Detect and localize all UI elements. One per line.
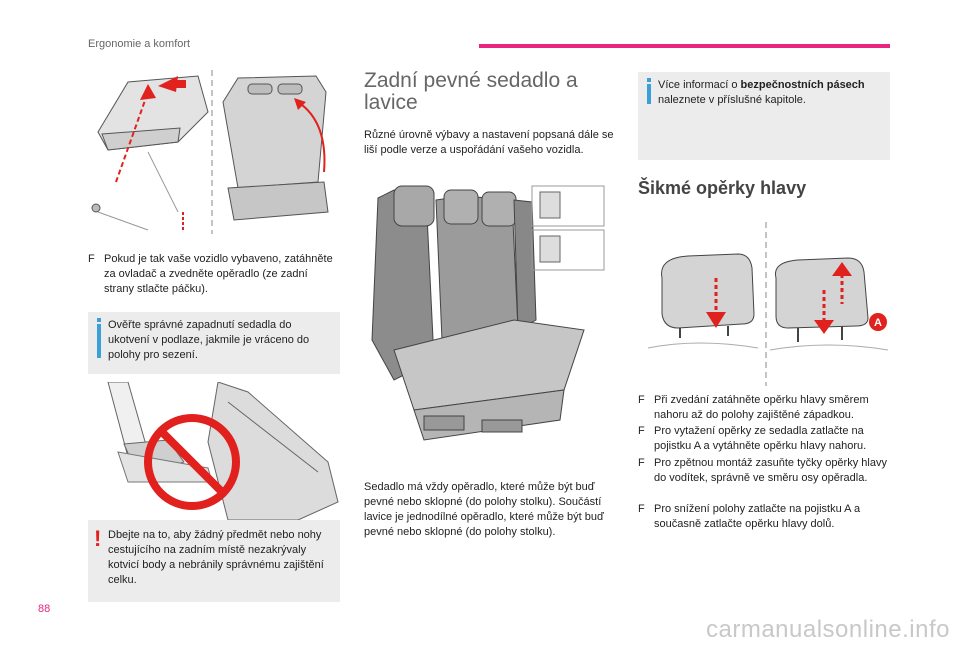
right-info-box [638, 72, 890, 160]
no-obstruction-illustration [88, 382, 340, 520]
bench-seat-illustration [364, 180, 616, 470]
left-warning-text: Dbejte na to, aby žádný předmět nebo nohy cestujícího na zadním místě nezakrývaly kotvicí body a nebránily správnému zajištění celku. [108, 529, 324, 586]
right-bullet-4 [638, 502, 892, 532]
left-bullet-text: Pokud je tak vaše vozidlo vybaveno, zatáhněte za ovladač a zvedněte opěradlo (ze zadní strany stlačte páčku). [104, 253, 333, 295]
right-info-text-post: naleznete v příslušné kapitole. [658, 94, 806, 106]
left-info-box [88, 312, 340, 374]
section-label: Ergonomie a komfort [88, 38, 191, 50]
info-icon [647, 84, 651, 104]
right-info-text [658, 78, 888, 108]
bullet-marker: F [638, 457, 645, 469]
right-bullet-1-text: Při zvedání zatáhněte opěrku hlavy směrem nahoru až do polohy zajištěné západkou. [654, 394, 869, 421]
middle-title: Zadní pevné sedadlo a lavice [364, 69, 578, 114]
right-bullet-3 [638, 456, 892, 486]
right-bullet-1 [638, 393, 892, 423]
bullet-marker: F [638, 425, 645, 437]
info-icon [97, 324, 101, 358]
bullet-marker: F [638, 503, 645, 515]
bullet-marker: F [638, 394, 645, 406]
middle-intro: Různé úrovně výbavy a nastavení popsaná dále se liší podle verze a uspořádání vašeho vozidla. [364, 129, 614, 156]
page-number: 88 [38, 603, 51, 615]
header-accent-bar [479, 44, 890, 48]
right-info-text-pre: Více informací o [658, 79, 741, 91]
info-icon-dot [97, 318, 101, 322]
right-bullet-4-text: Pro snížení polohy zatlačte na pojistku A a současně zatlačte opěrku hlavy dolů. [654, 503, 861, 530]
right-info-text-bold: bezpečnostních pásech [740, 79, 865, 91]
middle-body: Sedadlo má vždy opěradlo, které může být buď pevné nebo sklopné (do polohy stolku). Součástí lavice je jednodílné opěradlo, které může být buď pevné nebo sklopné (do polohy stolku). [364, 481, 604, 538]
right-bullet-2 [638, 424, 892, 454]
bullet-marker: F [88, 253, 95, 265]
headrest-callout-a: A [874, 317, 882, 329]
warning-icon: ! [94, 526, 102, 551]
info-icon-dot [647, 78, 651, 82]
right-title: Šikmé opěrky hlavy [638, 178, 807, 198]
watermark: carmanualsonline.info [706, 616, 950, 643]
left-bullet [88, 252, 338, 297]
headrest-illustration [638, 218, 890, 386]
left-info-text: Ověřte správné zapadnutí sedadla do ukotvení v podlaze, jakmile je vráceno do polohy pro sezení. [108, 319, 310, 361]
right-bullet-3-text: Pro zpětnou montáž zasuňte tyčky opěrky hlavy do vodítek, správně ve směru osy opěradla. [654, 457, 887, 484]
left-warning-box [88, 520, 340, 602]
seat-release-illustration [88, 62, 340, 238]
right-bullet-2-text: Pro vytažení opěrky ze sedadla zatlačte na pojistku A a vytáhněte opěrku hlavy nahoru. [654, 425, 867, 452]
